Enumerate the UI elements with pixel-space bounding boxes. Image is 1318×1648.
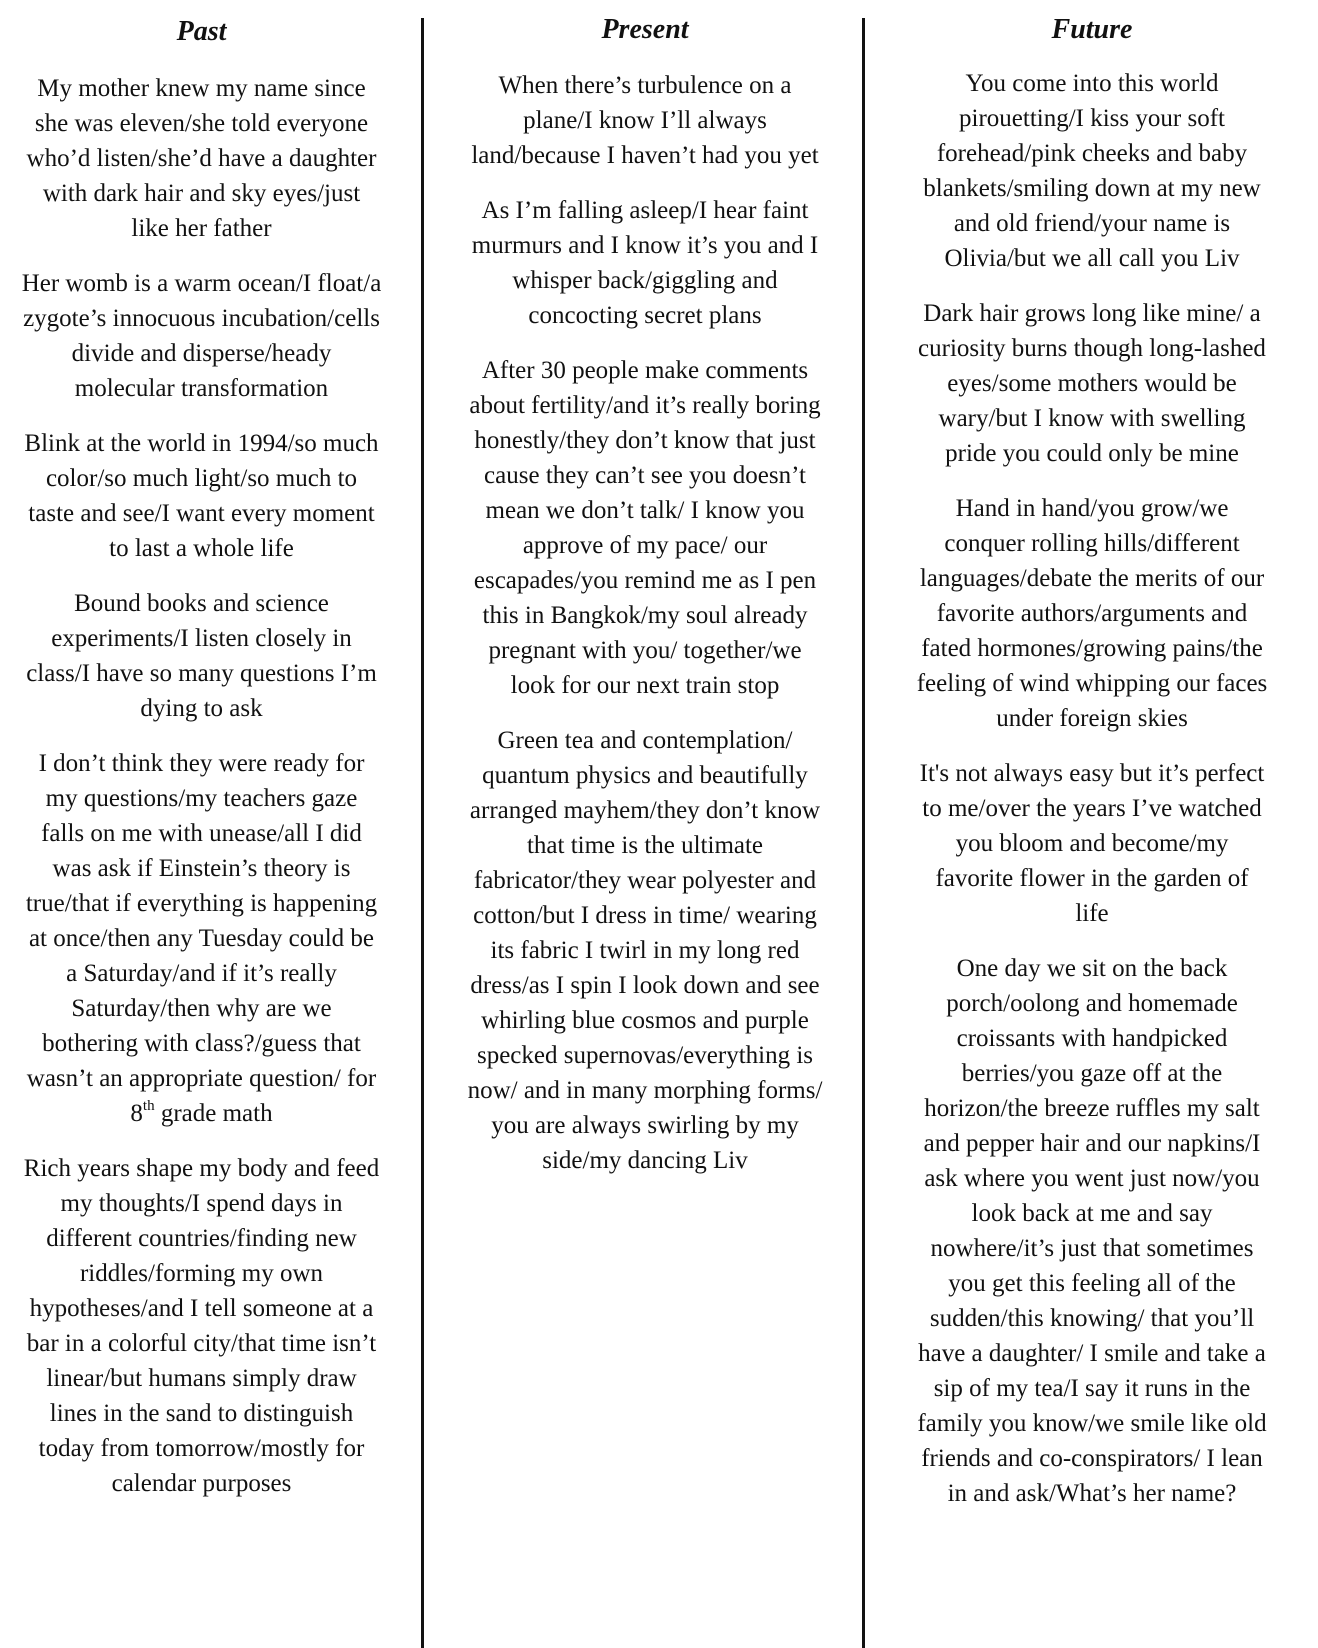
stanza-text: I don’t think they were ready for my questions/my teachers gaze falls on me with unease/all I did was ask if Einstein’s theory is true/that if everything is happening at once/then any Tuesday could be a Saturday/and if it’s really Saturday/then why are we bothering with class?/guess that wasn’t an appropriate question/ for 8 <box>25 750 378 1127</box>
column-present <box>425 0 865 1178</box>
stanza: As I’m falling asleep/I hear faint murmurs and I know it’s you and I whisper back/giggling and concocting secret plans <box>471 197 819 329</box>
stanza: When there’s turbulence on a plane/I know I’ll always land/because I haven’t had you yet <box>471 72 819 169</box>
column-title-future: Future <box>1051 14 1133 45</box>
stanza: It's not always easy but it’s perfect to me/over the years I’ve watched you bloom and become/my favorite flower in the garden of life <box>919 760 1265 927</box>
column-divider <box>421 18 424 1648</box>
column-divider <box>862 18 865 1648</box>
stanza: Bound books and science experiments/I listen closely in class/I have so many questions I’m dying to ask <box>26 590 377 722</box>
column-title-present: Present <box>601 14 689 45</box>
column-title-past: Past <box>176 16 227 47</box>
stanza: Dark hair grows long like mine/ a curiosity burns though long-lashed eyes/some mothers would be wary/but I know with swelling pride you could only be mine <box>918 300 1266 467</box>
column-future <box>866 0 1318 1511</box>
stanza: Her womb is a warm ocean/I float/a zygote’s innocuous incubation/cells divide and disperse/heady molecular transformation <box>21 270 382 402</box>
stanza-text-tail: grade math <box>154 1100 273 1127</box>
ordinal-suffix: th <box>142 1097 155 1114</box>
stanza: My mother knew my name since she was eleven/she told everyone who’d listen/she’d have a daughter with dark hair and sky eyes/just like her father <box>26 75 377 242</box>
stanza: Green tea and contemplation/ quantum physics and beautifully arranged mayhem/they don’t know that time is the ultimate fabricator/they wear polyester and cotton/but I dress in time/ wearing its fabric I twirl in my long red dress/as I spin I look down and see whirling blue cosmos and purple specked supernovas/everything is now/ and in many morphing forms/ you are always swirling by my side/my dancing Liv <box>467 727 823 1174</box>
stanza: After 30 people make comments about fertility/and it’s really boring honestly/they don’t know that just cause they can’t see you doesn’t mean we don’t talk/ I know you approve of my pace/ our escapades/you remind me as I pen this in Bangkok/my soul already pregnant with you/ together/we look for our next train stop <box>469 357 821 699</box>
stanza: Hand in hand/you grow/we conquer rolling hills/different languages/debate the merits of our favorite authors/arguments and fated hormones/growing pains/the feeling of wind whipping our faces under foreign skies <box>916 495 1268 732</box>
stanza: Rich years shape my body and feed my thoughts/I spend days in different countries/finding new riddles/forming my own hypotheses/and I tell someone at a bar in a colorful city/that time isn’t linear/but humans simply draw lines in the sand to distinguish today from tomorrow/mostly for calendar purposes <box>23 1155 380 1497</box>
stanza: One day we sit on the back porch/oolong and homemade croissants with handpicked berries/you gaze off at the horizon/the breeze ruffles my salt and pepper hair and our napkins/I ask where you went just now/you look back at me and say nowhere/it’s just that sometimes you get this feeling all of the sudden/this knowing/ that you’ll have a daughter/ I smile and take a sip of my tea/I say it runs in the family you know/we smile like old friends and co-conspirators/ I lean in and ask/What’s her name? <box>917 955 1267 1507</box>
column-past <box>0 0 403 1501</box>
stanza: Blink at the world in 1994/so much color/so much light/so much to taste and see/I want every moment to last a whole life <box>24 430 379 562</box>
stanza <box>22 746 382 1131</box>
stanza: You come into this world pirouetting/I kiss your soft forehead/pink cheeks and baby blankets/smiling down at my new and old friend/your name is Olivia/but we all call you Liv <box>923 70 1261 272</box>
